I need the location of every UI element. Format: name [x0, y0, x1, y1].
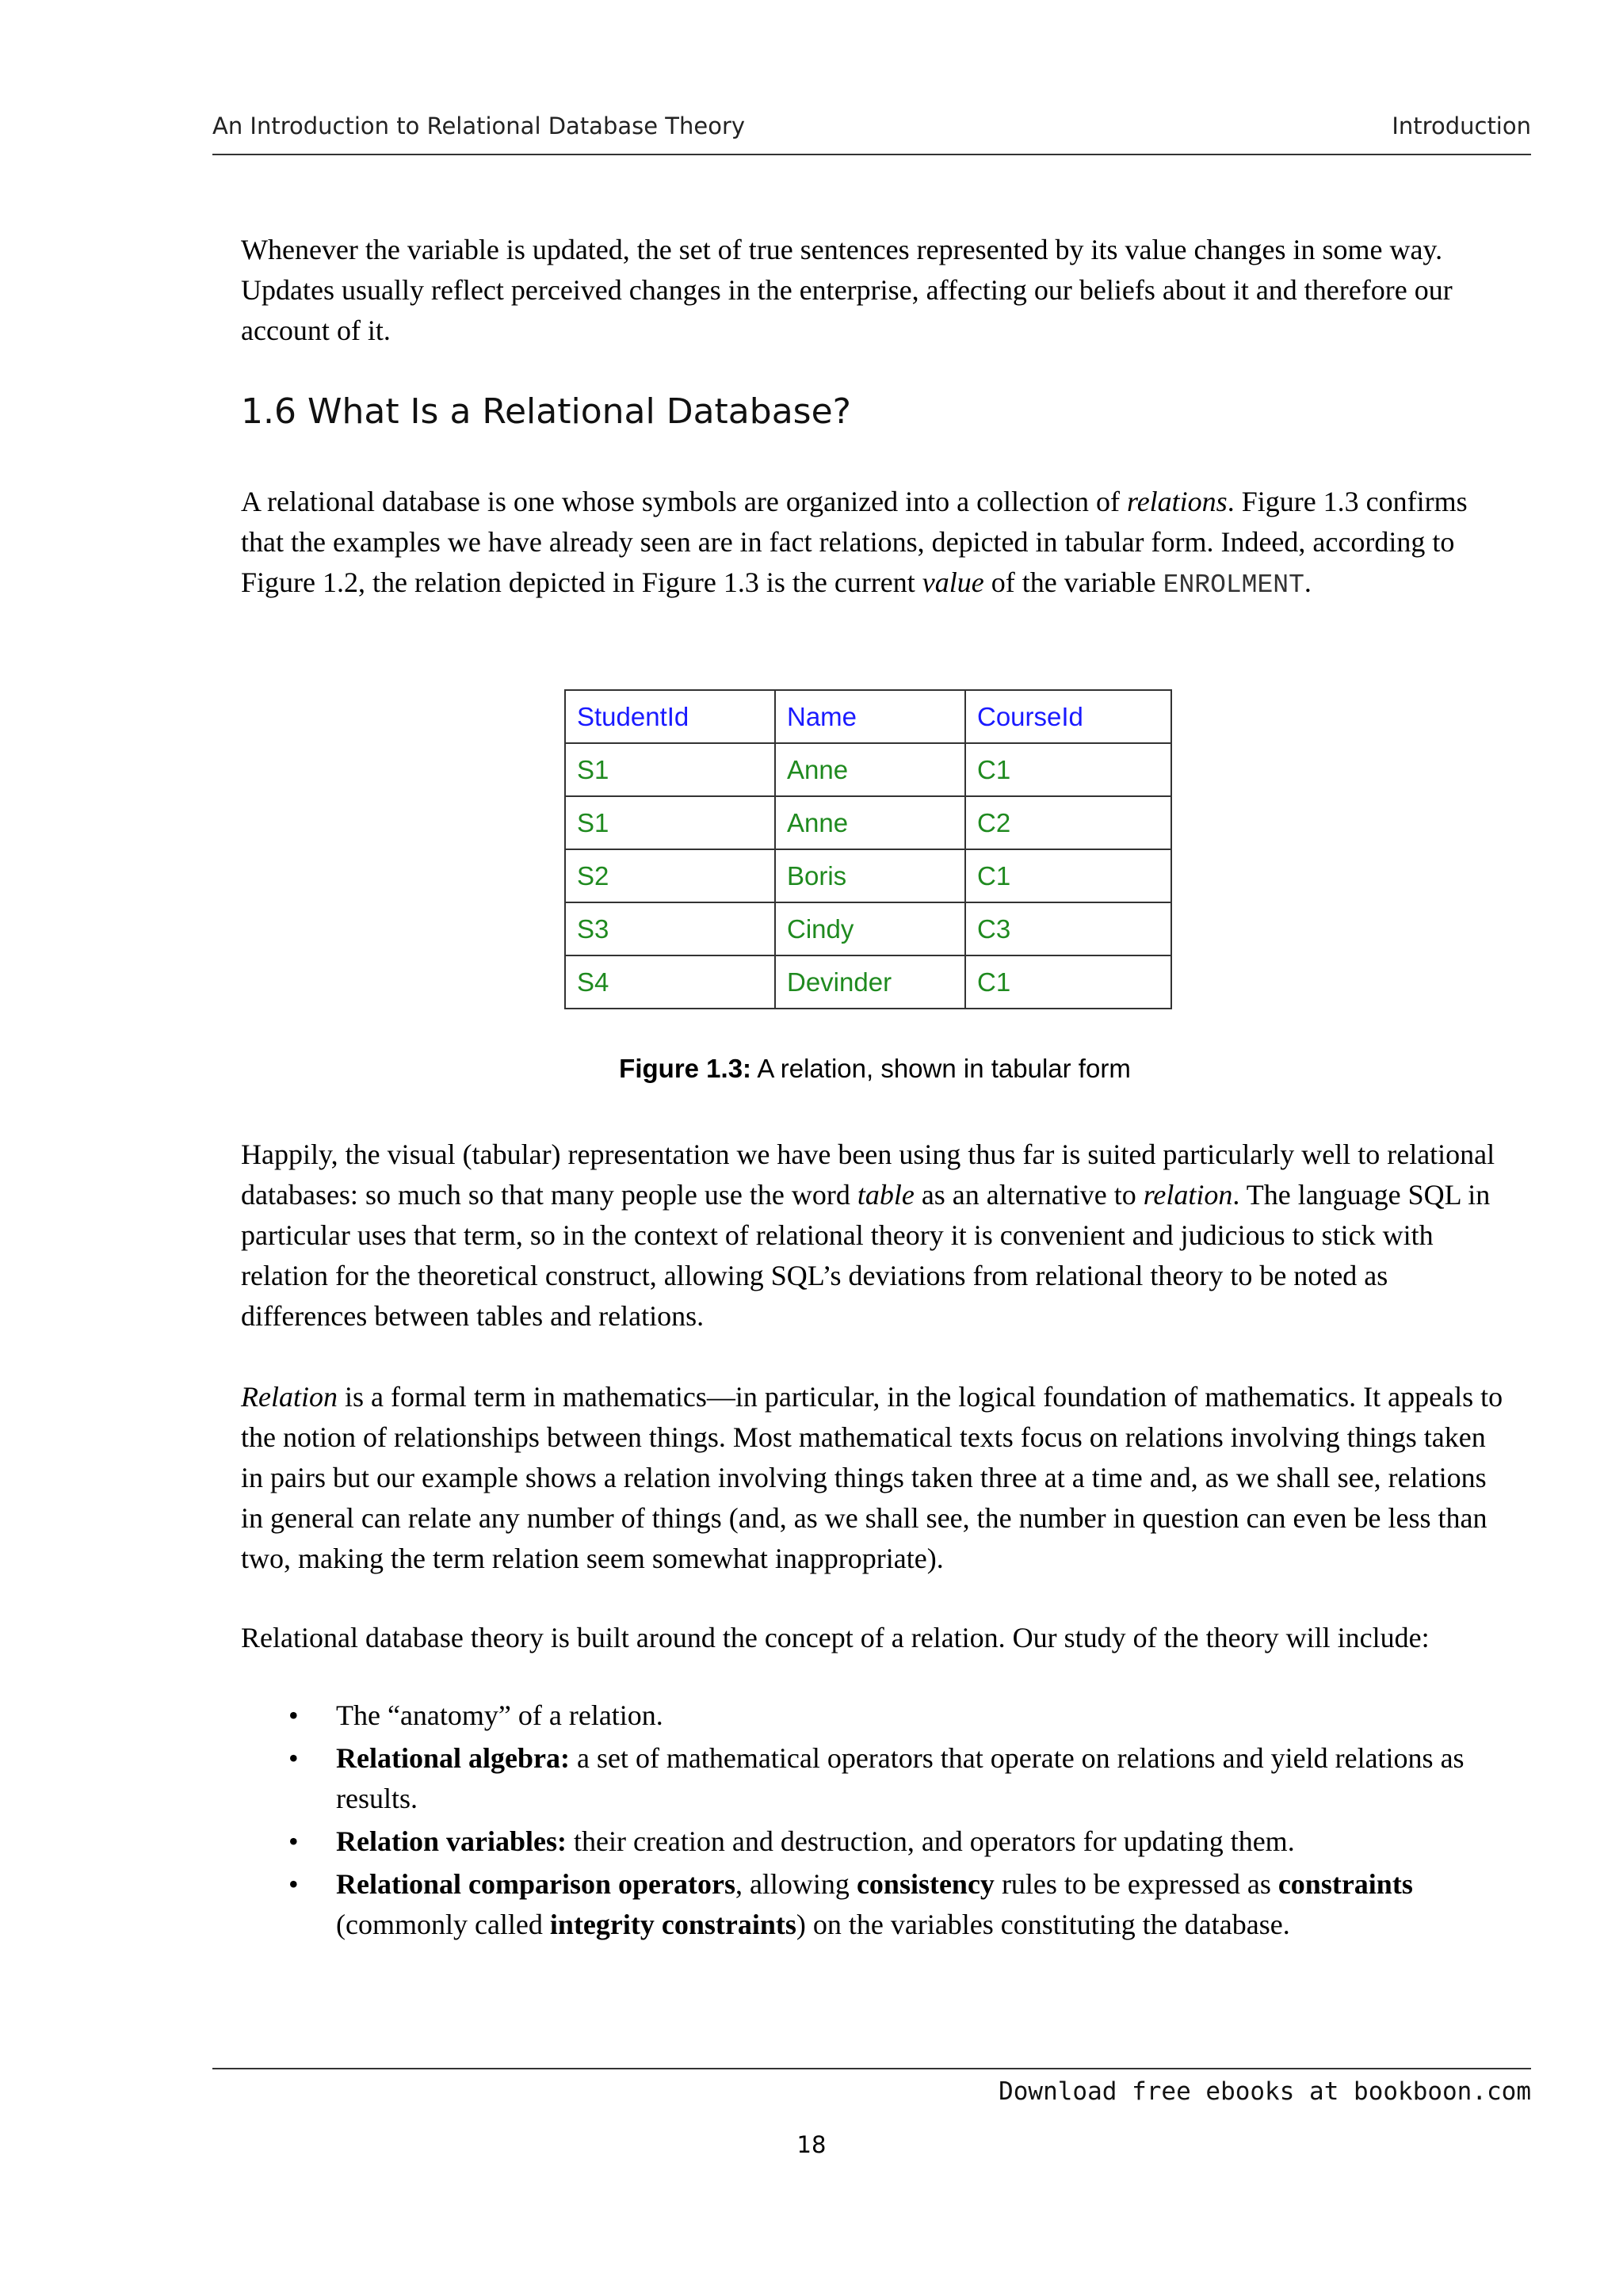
intro-paragraph: Whenever the variable is updated, the set of true sentences represented by its value changes in some way. Updates usually reflect perceived changes in the enterprise, affecting our beliefs about it and therefore our account of it.: [241, 234, 1453, 346]
paragraph-tabular: Happily, the visual (tabular) representation we have been using thus far is suited particularly well to relational databases: so much so that many people use the word table as an alternative to relation. The language SQL in particular uses that term, so in the context of relational theory it is convenient and judicious to stick with relation for the theoretical construct, allowing SQL’s deviations from relational theory to be noted as differences between tables and relations.: [241, 1138, 1495, 1332]
list-item: • Relational comparison operators, allowing consistency rules to be expressed as constraints (commonly called integrity constraints) on the variables constituting the database.: [288, 1868, 1413, 1940]
table-cell: C1: [965, 955, 1171, 1009]
topics-list: [288, 1695, 1509, 1947]
table-cell: S1: [565, 796, 775, 849]
table-cell: S4: [565, 955, 775, 1009]
list-item: • The “anatomy” of a relation.: [288, 1699, 663, 1731]
table-cell: C1: [965, 849, 1171, 902]
table-row: [565, 955, 1171, 1009]
table-row: [565, 796, 1171, 849]
variable-name: ENROLMENT: [1163, 570, 1304, 600]
footer-divider: [212, 2068, 1531, 2069]
header-book-title: An Introduction to Relational Database Theory: [212, 113, 746, 139]
header-cell: CourseId: [965, 690, 1171, 743]
table-row: [565, 849, 1171, 902]
section-heading: 1.6 What Is a Relational Database?: [241, 391, 851, 432]
table-cell: S2: [565, 849, 775, 902]
header-cell: StudentId: [565, 690, 775, 743]
table-cell: C3: [965, 902, 1171, 955]
page-number: 18: [796, 2131, 827, 2158]
caption-label: Figure 1.3:: [619, 1054, 752, 1083]
table-cell: Boris: [775, 849, 965, 902]
table-row: [565, 902, 1171, 955]
table-cell: S3: [565, 902, 775, 955]
table-cell: C1: [965, 743, 1171, 796]
table-row: [565, 743, 1171, 796]
table-header-row: [565, 690, 1171, 743]
list-item: • Relational algebra: a set of mathematical operators that operate on relations and yield relations as results.: [288, 1742, 1465, 1814]
relation-table: [564, 689, 1172, 1009]
table-cell: Cindy: [775, 902, 965, 955]
figure-caption: Figure 1.3: A relation, shown in tabular form: [619, 1054, 1131, 1083]
paragraph-relation-term: Relation is a formal term in mathematics—in particular, in the logical foundation of mathematics. It appeals to the notion of relationships between things. Most mathematical texts focus on relations involving things taken in pairs but our example shows a relation involving things taken three at a time and, as we shall see, relations in general can relate any number of things (and, as we shall see, the number in question can even be less than two, making the term relation seem somewhat inappropriate).: [241, 1381, 1503, 1574]
table-cell: Anne: [775, 743, 965, 796]
table-cell: C2: [965, 796, 1171, 849]
list-item: • Relation variables: their creation and destruction, and operators for updating them.: [288, 1825, 1295, 1857]
paragraph-relational-db: A relational database is one whose symbols are organized into a collection of relations. Figure 1.3 confirms that the examples we have already seen are in fact relations, depicted in tabular form. Indeed, according to Figure 1.2, the relation depicted in Figure 1.3 is the current value of the variable ENROLMENT.: [241, 486, 1468, 600]
table-cell: S1: [565, 743, 775, 796]
paragraph-theory-intro: Relational database theory is built around the concept of a relation. Our study of the theory will include:: [241, 1622, 1430, 1653]
table-cell: Anne: [775, 796, 965, 849]
running-header: [212, 109, 1531, 155]
download-link[interactable]: Download free ebooks at bookboon.com: [999, 2077, 1531, 2106]
header-chapter: Introduction: [1392, 113, 1531, 139]
header-cell: Name: [775, 690, 965, 743]
table-cell: Devinder: [775, 955, 965, 1009]
